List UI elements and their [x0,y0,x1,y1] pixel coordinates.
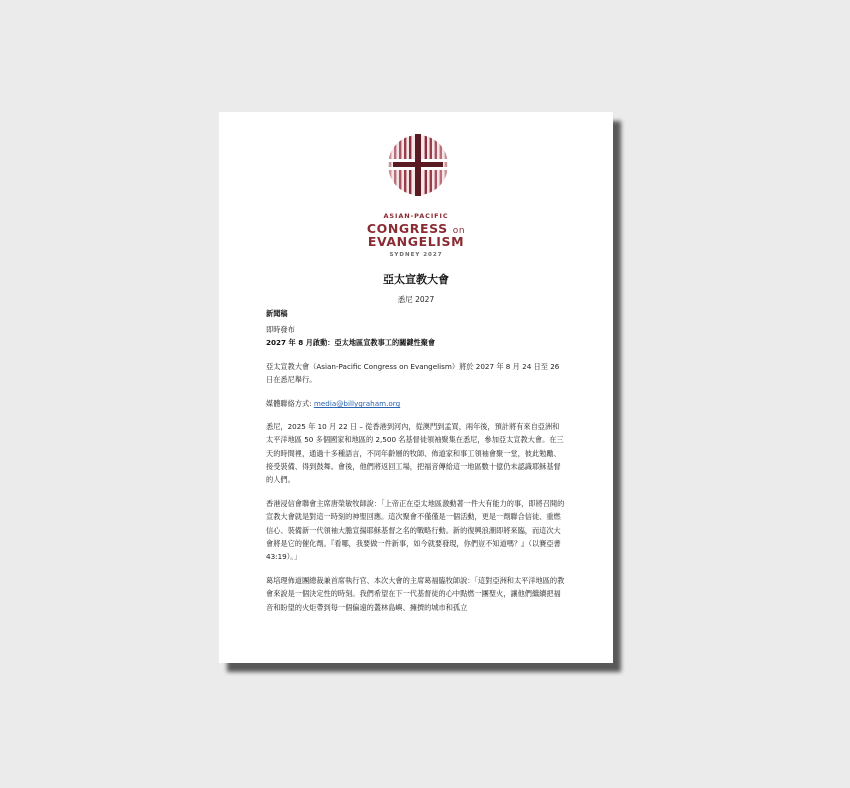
logo-word-congress: CONGRESS [366,221,448,236]
congress-cross-logo-icon [387,134,449,196]
media-contact [266,397,566,410]
media-contact-email-link[interactable]: media@billygraham.org [313,399,401,408]
logo-line-evangelism: EVANGELISM [367,234,465,249]
paragraph-1: 悉尼，2025 年 10 月 22 日 – 從香港到河內，從澳門到孟買，兩年後，預計將有來自亞洲和太平洋地區 50 多個國家和地區的 2,500 名基督徒領袖聚集在悉尼，參加亞太宣教大會。在三天的時間裡，通過十多種語言，不同年齡層的牧師、佈道家和事工領袖會聚一堂，彼此勉勵、接受裝備、得到鼓舞。會後，他們將返回工場，把福音傳給這一地區數十億仍未認識耶穌基督的人們。 [266,422,564,485]
media-contact-label: 媒體聯絡方式: [266,399,312,408]
release-label: 即時發布 [266,325,295,334]
intro-paragraph: 亞太宣教大會（Asian-Pacific Congress on Evangelism）將於 2027 年 8 月 24 日至 26 日在悉尼舉行。 [266,362,560,385]
paragraph-3: 葛培理佈道團總裁兼首席執行官、本次大會的主席葛福臨牧師說：「這對亞洲和太平洋地區的教會來說是一個決定性的時刻。我們希望在下一代基督徒的心中點燃一團聖火，讓他們繼續把福音和盼望的火炬帶到每一個偏遠的叢林島嶼、擁擠的城市和孤立 [266,576,565,612]
logo-line-asian-pacific: ASIAN-PACIFIC [383,212,449,220]
headline: 2027 年 8 月啟動：亞太地區宣教事工的關鍵性聚會 [266,338,436,347]
document-subtitle: 悉尼 2027 [397,295,435,304]
press-release-label: 新聞稿 [266,309,288,318]
document-title: 亞太宣教大會 [383,273,449,286]
logo-word-on: on [452,226,466,236]
logo-line-sydney: SYDNEY 2027 [389,252,443,258]
paragraph-2: 香港浸信會聯會主席唐榮敏牧師說：「上帝正在亞太地區激動著一件大有能力的事，即將召開的宣教大會就是對這一時刻的神聖回應。這次聚會不僅僅是一個活動，更是一劑聯合信徒、重燃信心、裝備新一代領袖大膽宣揚耶穌基督之名的戰略行動。新的復興浪潮即將來臨，而這次大會將是它的催化劑。『看哪，我要做一件新事，如今就要發現，你們豈不知道嗎？』（以賽亞書 43:19）。」 [266,499,565,562]
document-page [219,112,613,663]
